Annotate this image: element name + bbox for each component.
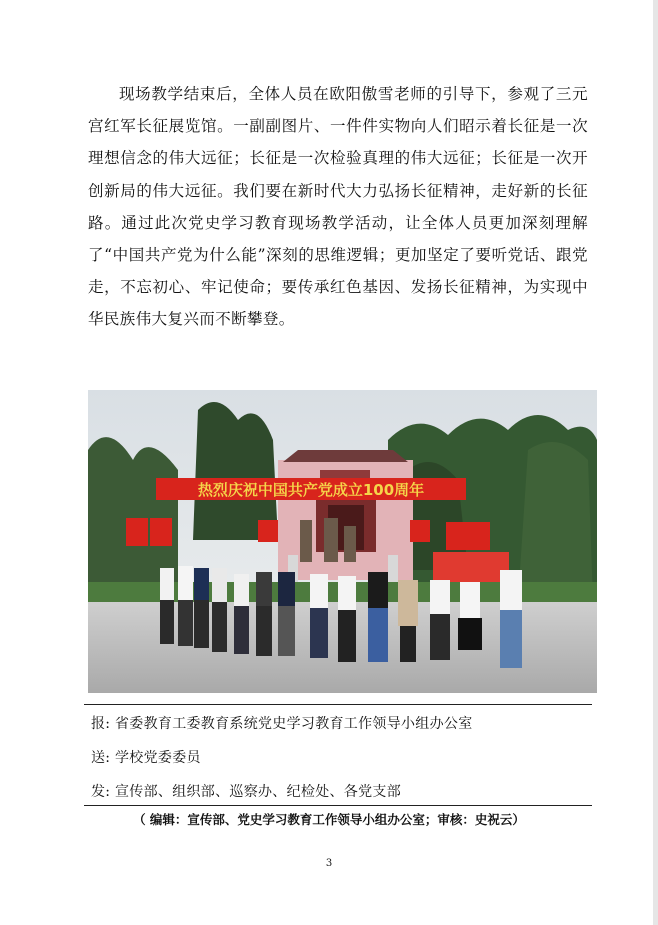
report-value: 省委教育工委教育系统党史学习教育工作领导小组办公室 — [115, 716, 473, 732]
issue-value: 宣传部、组织部、巡察办、纪检处、各党支部 — [115, 784, 401, 800]
report-label: 报: — [91, 716, 111, 732]
send-value: 学校党委委员 — [115, 750, 201, 766]
page-number: 3 — [325, 858, 333, 869]
send-label: 送: — [91, 750, 111, 766]
banner-text: 热烈庆祝中国共产党成立100周年 — [197, 481, 425, 499]
page-edge — [653, 0, 658, 925]
send-line — [91, 747, 201, 767]
issue-label: 发: — [91, 784, 111, 800]
report-line — [91, 713, 473, 733]
bottom-rule — [84, 805, 592, 806]
issue-line — [91, 781, 401, 801]
top-rule — [84, 704, 592, 705]
group-photo — [88, 390, 597, 693]
exhibition-hall — [278, 450, 413, 590]
body-paragraph: 现场教学结束后，全体人员在欧阳傲雪老师的引导下，参观了三元宫红军长征展览馆。一副副图片、一件件实物向人们昭示着长征是一次理想信念的伟大远征；长征是一次检验真理的伟大远征；长征是一次开创新局的伟大远征。我们要在新时代大力弘扬长征精神，走好新的长征路。通过此次党史学习教育现场教学活动，让全体人员更加深刻理解了“中国共产党为什么能”深刻的思维逻辑；更加坚定了要听党话、跟党走，不忘初心、牢记使命；要传承红色基因、发扬长征精神，为实现中华民族伟大复兴而不断攀登。 — [88, 85, 588, 329]
editor-line: （ 编辑：宣传部、党史学习教育工作领导小组办公室；审核：史祝云） — [133, 812, 525, 827]
